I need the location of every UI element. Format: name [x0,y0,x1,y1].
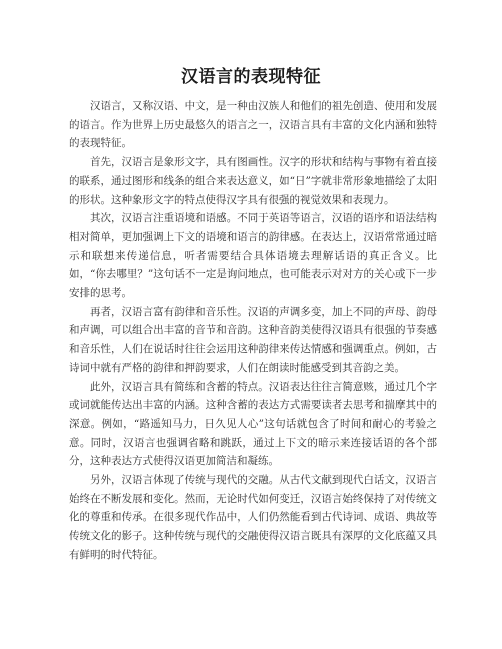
paragraph-concise: 此外，汉语言具有简练和含蓄的特点。汉语表达往往言简意赅，通过几个字或词就能传达出丰富的内涵。这种含蓄的表达方式需要读者去思考和揣摩其中的深意。例如，“路遥知马力，日久见人心”这句话就包含了时间和耐心的考验之意。同时，汉语言也强调省略和跳跃，通过上下文的暗示来连接话语的各个部分，这种表达方式使得汉语更加简洁和凝练。 [69,380,437,468]
paragraph-context: 其次，汉语言注重语境和语感。不同于英语等语言，汉语的语序和语法结构相对简单，更加强调上下文的语境和语言的韵律感。在表达上，汉语常常通过暗示和联想来传递信息，听者需要结合具体语境去理解话语的真正含义。比如，“你去哪里？”这句话不一定是询问地点，也可能表示对对方的关心或下一步安排的思考。 [69,212,437,300]
paragraph-rhythm: 再者，汉语言富有韵律和音乐性。汉语的声调多变，加上不同的声母、韵母和声调，可以组合出丰富的音节和音韵。这种音韵美使得汉语具有很强的节奏感和音乐性，人们在说话时往往会运用这种韵律来传达情感和强调重点。例如，古诗词中就有严格的韵律和押韵要求，人们在朗读时能感受到其音韵之美。 [69,305,437,374]
document-body [69,97,437,565]
paragraph-intro: 汉语言，又称汉语、中文，是一种由汉族人和他们的祖先创造、使用和发展的语言。作为世界上历史最悠久的语言之一，汉语言具有丰富的文化内涵和独特的表现特征。 [69,100,437,150]
paragraph-tradition: 另外，汉语言体现了传统与现代的交融。从古代文献到现代白话文，汉语言始终在不断发展和变化。然而，无论时代如何变迁，汉语言始终保持了对传统文化的尊重和传承。在很多现代作品中，人们仍然能看到古代诗词、成语、典故等传统文化的影子。这种传统与现代的交融使得汉语言既具有深厚的文化底蕴又具有鲜明的时代特征。 [69,474,437,561]
paragraph-pictographic: 首先，汉语言是象形文字，具有图画性。汉字的形状和结构与事物有着直接的联系，通过图形和线条的组合来表达意义，如“日”字就非常形象地描绘了太阳的形状。这种象形文字的特点使得汉字具有很强的视觉效果和表现力。 [69,156,437,206]
document-title: 汉语言的表现特征 [181,67,321,87]
